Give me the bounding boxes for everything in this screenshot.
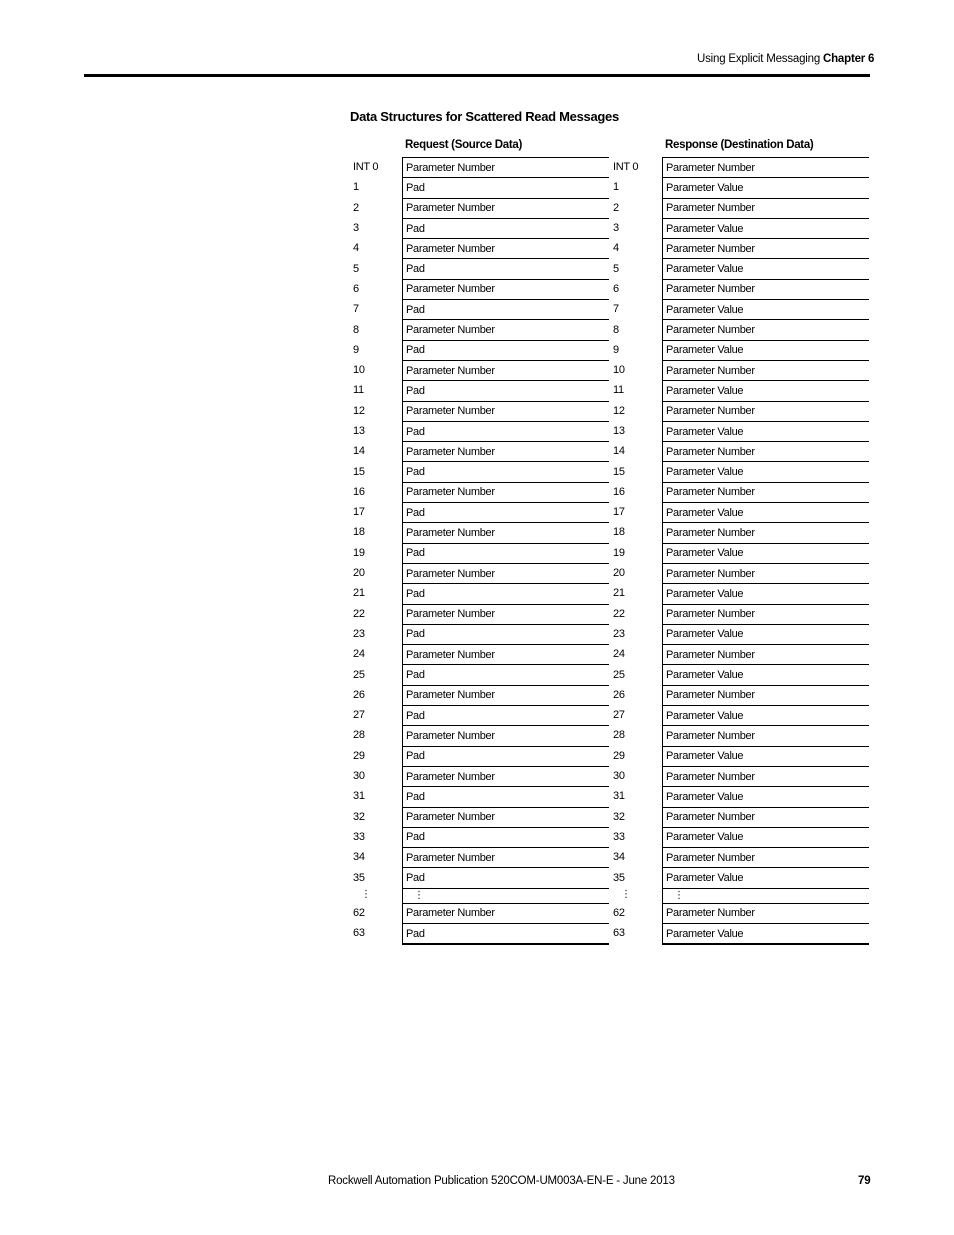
row-cell: Pad: [402, 502, 609, 522]
row-index: 16: [353, 485, 365, 498]
table-row: [350, 218, 557, 238]
table-row: [610, 380, 817, 400]
row-index: 13: [613, 425, 625, 437]
row-cell: Pad: [402, 624, 609, 644]
table-row: [610, 218, 817, 238]
row-cell: Parameter Number: [662, 198, 869, 218]
table-row: [350, 725, 557, 745]
row-cell: Pad: [402, 421, 609, 441]
row-cell: Pad: [402, 543, 609, 563]
table-row: [610, 583, 817, 603]
row-cell: Parameter Value: [662, 299, 869, 319]
row-cell: Pad: [402, 923, 609, 943]
row-index: 10: [353, 364, 365, 377]
row-cell: Parameter Number: [402, 441, 609, 461]
row-cell: Parameter Number: [662, 522, 869, 542]
row-index: 1: [353, 181, 359, 194]
row-index: 19: [613, 546, 625, 559]
row-cell: Parameter Value: [662, 624, 869, 644]
row-index: 26: [353, 688, 365, 701]
table-row: [350, 827, 557, 847]
table-row: [610, 867, 817, 887]
table-row: [610, 786, 817, 806]
table-row: [610, 725, 817, 745]
header-chapter-label: Chapter 6: [823, 53, 875, 65]
table-row: [350, 238, 557, 258]
row-index: 27: [613, 709, 625, 722]
row-index: 12: [353, 404, 365, 417]
row-index: 62: [353, 906, 365, 919]
row-cell: Parameter Number: [402, 644, 609, 664]
row-index: 30: [613, 770, 625, 783]
row-index: ⋮: [361, 889, 371, 901]
table-row: [610, 746, 817, 766]
row-cell: Parameter Number: [402, 766, 609, 786]
table-row: [610, 888, 817, 903]
table-row: [350, 279, 557, 299]
table-row: [610, 563, 817, 583]
table-row: [350, 685, 557, 705]
table-row: [610, 923, 817, 943]
table-row: [350, 319, 557, 339]
row-index: 20: [353, 567, 365, 580]
row-cell: Parameter Value: [662, 380, 869, 400]
row-cell: Parameter Number: [662, 847, 869, 867]
table-row: [610, 157, 817, 177]
table-row: [610, 685, 817, 705]
row-cell: Pad: [402, 218, 609, 238]
table-row: [610, 258, 817, 278]
table-row: [350, 664, 557, 684]
table-row: [610, 198, 817, 218]
row-cell: Parameter Number: [662, 279, 869, 299]
row-cell: Pad: [402, 786, 609, 806]
page-title: Data Structures for Scattered Read Messages: [350, 109, 619, 124]
row-index: 7: [353, 303, 359, 316]
table-row: [350, 340, 557, 360]
row-cell: Parameter Number: [662, 319, 869, 339]
table-row: [350, 644, 557, 664]
row-index: 21: [613, 587, 625, 600]
row-cell: Parameter Number: [662, 563, 869, 583]
row-cell: Parameter Number: [662, 482, 869, 502]
table-row: [350, 563, 557, 583]
row-index: 26: [613, 688, 625, 701]
row-index: 17: [613, 506, 625, 519]
table-row: [610, 279, 817, 299]
table-row: [350, 522, 557, 542]
row-cell: Parameter Value: [662, 258, 869, 278]
table-row: [610, 502, 817, 522]
row-cell: Parameter Value: [662, 177, 869, 197]
row-index: 1: [613, 181, 619, 194]
row-index: 11: [613, 384, 624, 397]
table-row: [350, 867, 557, 887]
row-index: ⋮: [621, 889, 631, 901]
row-cell: Pad: [402, 867, 609, 887]
row-index: 4: [613, 242, 619, 255]
row-cell: Parameter Number: [662, 441, 869, 461]
row-index: 14: [613, 445, 625, 458]
table-row: [350, 543, 557, 563]
row-index: 25: [613, 668, 625, 681]
table-row: [610, 522, 817, 542]
row-index: 29: [353, 749, 365, 762]
table-row: [610, 421, 817, 441]
row-cell: Pad: [402, 380, 609, 400]
table-row: [610, 299, 817, 319]
row-cell: Parameter Value: [662, 340, 869, 360]
row-cell: Parameter Value: [662, 867, 869, 887]
row-index: 22: [613, 607, 625, 620]
row-index: 20: [613, 567, 625, 580]
table-row: [610, 807, 817, 827]
row-cell: Parameter Number: [402, 563, 609, 583]
row-index: 8: [353, 323, 359, 336]
table-row: [350, 903, 557, 923]
table-row: [350, 299, 557, 319]
table-row: [350, 401, 557, 421]
row-cell: Parameter Number: [402, 360, 609, 380]
row-cell: Parameter Number: [662, 401, 869, 421]
row-cell: Parameter Number: [662, 685, 869, 705]
row-index: 3: [613, 222, 619, 235]
row-cell: Parameter Number: [662, 157, 869, 177]
table-row: [350, 923, 557, 943]
table-row: [350, 198, 557, 218]
row-index: 21: [353, 587, 365, 600]
row-cell: ⋮: [402, 888, 609, 903]
row-index: 19: [353, 546, 365, 559]
response-table-heading: Response (Destination Data): [665, 139, 814, 151]
row-cell: Parameter Value: [662, 461, 869, 481]
table-row: [350, 461, 557, 481]
table-bottom-rule: [402, 943, 609, 945]
table-row: [350, 888, 557, 903]
table-row: [350, 502, 557, 522]
row-cell: Pad: [402, 177, 609, 197]
row-cell: Pad: [402, 583, 609, 603]
table-row: [350, 482, 557, 502]
row-cell: Parameter Number: [402, 604, 609, 624]
row-index: 33: [353, 830, 365, 843]
row-cell: Parameter Value: [662, 923, 869, 943]
row-cell: Parameter Value: [662, 827, 869, 847]
row-cell: Parameter Value: [662, 786, 869, 806]
row-cell: Pad: [402, 299, 609, 319]
row-cell: Parameter Number: [402, 238, 609, 258]
table-row: [350, 624, 557, 644]
row-index: 17: [353, 506, 365, 519]
table-row: [350, 360, 557, 380]
table-row: [610, 340, 817, 360]
row-cell: Pad: [402, 746, 609, 766]
row-cell: Parameter Number: [662, 766, 869, 786]
row-index: 6: [353, 282, 359, 295]
row-cell: Parameter Number: [402, 401, 609, 421]
row-index: 11: [353, 384, 364, 397]
row-index: 34: [353, 851, 365, 864]
table-row: [610, 827, 817, 847]
request-table: [350, 157, 557, 945]
row-cell: Parameter Number: [402, 903, 609, 923]
row-cell: Pad: [402, 258, 609, 278]
table-row: [350, 421, 557, 441]
table-row: [350, 746, 557, 766]
row-index: 35: [353, 871, 365, 884]
response-table: [610, 157, 817, 945]
row-cell: Pad: [402, 664, 609, 684]
header-section-title: Using Explicit Messaging: [697, 53, 821, 65]
table-row: [350, 766, 557, 786]
table-row: [610, 461, 817, 481]
row-cell: Parameter Number: [662, 903, 869, 923]
request-table-heading: Request (Source Data): [405, 139, 523, 151]
table-row: [610, 847, 817, 867]
footer-page-number: 79: [858, 1175, 871, 1187]
row-index: 32: [613, 810, 625, 823]
row-index: 32: [353, 810, 365, 823]
row-cell: Parameter Number: [402, 522, 609, 542]
row-cell: Parameter Number: [402, 319, 609, 339]
row-index: 2: [353, 201, 359, 214]
row-cell: Parameter Value: [662, 664, 869, 684]
row-index: 34: [613, 851, 625, 864]
row-index: 22: [353, 607, 365, 620]
row-cell: Parameter Value: [662, 543, 869, 563]
row-cell: Parameter Value: [662, 502, 869, 522]
row-index: 27: [353, 709, 365, 722]
row-cell: Parameter Number: [662, 238, 869, 258]
table-row: [350, 258, 557, 278]
row-cell: Pad: [402, 461, 609, 481]
table-row: [610, 360, 817, 380]
row-index: 18: [353, 526, 365, 539]
row-index: 16: [613, 485, 625, 498]
row-index: 13: [353, 425, 365, 437]
header-rule: [84, 74, 870, 77]
row-index: 4: [353, 242, 359, 255]
table-row: [350, 380, 557, 400]
table-row: [610, 441, 817, 461]
table-row: [350, 157, 557, 177]
row-cell: Parameter Number: [662, 604, 869, 624]
row-index: 30: [353, 770, 365, 783]
row-index: 28: [613, 729, 625, 742]
row-cell: Parameter Number: [662, 360, 869, 380]
row-index: INT 0: [613, 161, 639, 174]
table-row: [610, 543, 817, 563]
table-row: [350, 705, 557, 725]
row-cell: Pad: [402, 827, 609, 847]
table-row: [350, 177, 557, 197]
table-bottom-rule: [662, 943, 869, 945]
table-row: [610, 319, 817, 339]
row-cell: Parameter Number: [402, 157, 609, 177]
row-cell: Parameter Number: [662, 725, 869, 745]
row-index: 63: [353, 927, 365, 940]
table-row: [610, 705, 817, 725]
row-cell: Pad: [402, 340, 609, 360]
row-cell: Parameter Number: [402, 482, 609, 502]
table-row: [610, 664, 817, 684]
footer-publication: Rockwell Automation Publication 520COM-UM003A-EN-E - June 2013: [328, 1175, 675, 1187]
row-cell: Parameter Number: [402, 685, 609, 705]
row-index: 28: [353, 729, 365, 742]
table-row: [610, 238, 817, 258]
row-index: 29: [613, 749, 625, 762]
row-index: 33: [613, 830, 625, 843]
row-cell: Parameter Number: [402, 847, 609, 867]
row-index: 14: [353, 445, 365, 458]
row-index: 24: [353, 648, 365, 661]
row-cell: Pad: [402, 705, 609, 725]
row-index: 5: [613, 262, 619, 275]
row-index: 12: [613, 404, 625, 417]
row-cell: Parameter Value: [662, 746, 869, 766]
table-row: [350, 786, 557, 806]
row-index: 62: [613, 906, 625, 919]
row-index: 3: [353, 222, 359, 235]
row-index: 24: [613, 648, 625, 661]
row-cell: Parameter Number: [402, 725, 609, 745]
row-index: 63: [613, 927, 625, 940]
table-row: [610, 903, 817, 923]
row-cell: Parameter Number: [662, 644, 869, 664]
table-row: [350, 441, 557, 461]
row-cell: Parameter Number: [402, 279, 609, 299]
table-row: [350, 847, 557, 867]
row-index: INT 0: [353, 161, 379, 174]
row-cell: Parameter Number: [662, 807, 869, 827]
row-index: 10: [613, 364, 625, 377]
row-index: 2: [613, 201, 619, 214]
table-row: [350, 604, 557, 624]
row-index: 35: [613, 871, 625, 884]
row-index: 15: [353, 465, 365, 478]
row-index: 8: [613, 323, 619, 336]
table-row: [610, 177, 817, 197]
row-cell: ⋮: [662, 888, 869, 903]
table-row: [610, 644, 817, 664]
row-cell: Parameter Value: [662, 421, 869, 441]
row-index: 15: [613, 465, 625, 478]
table-row: [350, 807, 557, 827]
row-index: 25: [353, 668, 365, 681]
row-index: 9: [613, 343, 619, 356]
row-index: 23: [613, 627, 625, 640]
table-row: [610, 624, 817, 644]
table-row: [610, 482, 817, 502]
row-index: 31: [353, 790, 365, 803]
row-index: 18: [613, 526, 625, 539]
row-index: 31: [613, 790, 625, 803]
row-cell: Parameter Number: [402, 807, 609, 827]
row-cell: Parameter Number: [402, 198, 609, 218]
row-index: 7: [613, 303, 619, 316]
row-cell: Parameter Value: [662, 705, 869, 725]
table-row: [610, 401, 817, 421]
table-row: [610, 766, 817, 786]
row-index: 6: [613, 282, 619, 295]
row-index: 5: [353, 262, 359, 275]
table-row: [350, 583, 557, 603]
row-cell: Parameter Value: [662, 583, 869, 603]
table-row: [610, 604, 817, 624]
row-index: 23: [353, 627, 365, 640]
row-index: 9: [353, 343, 359, 356]
row-cell: Parameter Value: [662, 218, 869, 238]
